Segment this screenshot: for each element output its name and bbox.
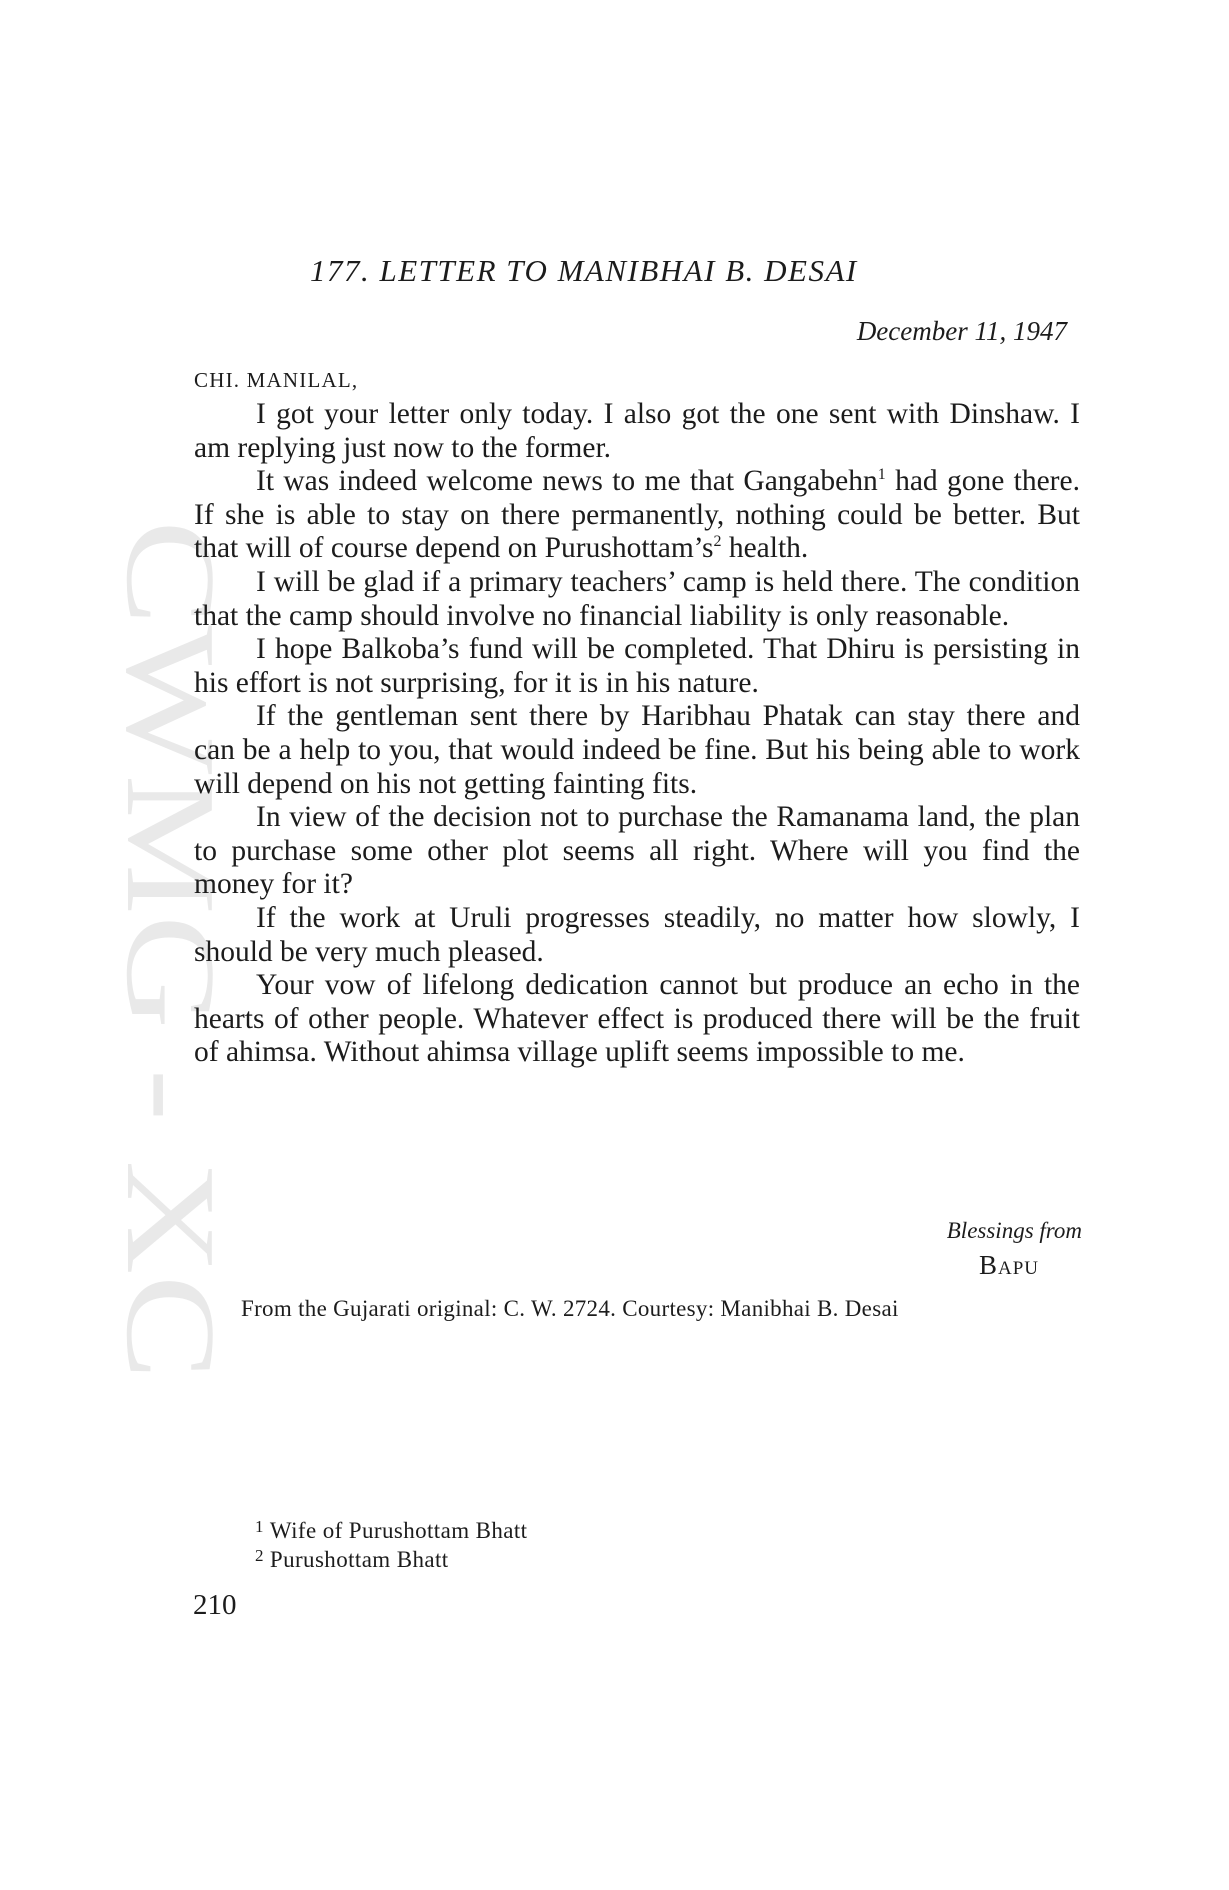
paragraph-text: had gone there. If she is able to stay on there permanently, nothing could be better. But that will of course depend on Purushottam’s	[194, 465, 1080, 565]
letter-heading: 177. LETTER TO MANIBHAI B. DESAI	[310, 253, 858, 288]
letter-paragraph	[194, 801, 1080, 902]
signature: Bapu	[978, 1250, 1039, 1280]
letter-paragraph	[194, 700, 1080, 801]
letter-date: December 11, 1947	[856, 316, 1067, 346]
footnote-text: Wife of Purushottam Bhatt	[269, 1518, 528, 1543]
footnotes	[255, 1517, 527, 1575]
paragraph-text: I will be glad if a primary teachers’ camp is held there. The condition that the camp should involve no financial liability is only reasonable.	[194, 565, 1080, 632]
paragraph-text: If the gentleman sent there by Haribhau Phatak can stay there and can be a help to you, that would indeed be fine. But his being able to work will depend on his not getting fainting fits.	[194, 700, 1080, 800]
letter-paragraph	[194, 398, 1080, 465]
letter-paragraph	[194, 465, 1080, 566]
letter-body	[194, 398, 1080, 1070]
paragraph-text: In view of the decision not to purchase the Ramanama land, the plan to purchase some other plot seems all right. Where will you find the money for it?	[194, 801, 1080, 901]
paragraph-text: I got your letter only today. I also got the one sent with Dinshaw. I am replying just now to the former.	[194, 398, 1080, 464]
footnote-text: Purushottam Bhatt	[269, 1547, 449, 1572]
letter-paragraph	[194, 633, 1080, 700]
footnote-marker: 1	[877, 466, 886, 484]
watermark-text: CWMG XC	[118, 520, 228, 1217]
paragraph-text: If the work at Uruli progresses steadily, no matter how slowly, I should be very much pleased.	[194, 901, 1080, 968]
footnote-marker: 2	[713, 533, 722, 551]
footnote-item	[255, 1546, 527, 1575]
letter-paragraph	[194, 566, 1080, 633]
letter-paragraph	[194, 902, 1080, 969]
paragraph-text: I hope Balkoba’s fund will be completed. That Dhiru is persisting in his effort is not surprising, for it is in his nature.	[194, 633, 1080, 699]
paragraph-text: It was indeed welcome news to me that Gangabehn	[256, 465, 878, 498]
paragraph-text: Your vow of lifelong dedication cannot but produce an echo in the hearts of other people. Whatever effect is produced there will be the fruit of ahimsa. Without ahimsa village uplift seems impossible to me.	[194, 969, 1080, 1069]
salutation: CHI. MANILAL,	[194, 368, 359, 392]
footnote-item	[255, 1517, 527, 1546]
footnote-number: 1	[255, 1517, 264, 1536]
page-number: 210	[193, 1589, 237, 1621]
footnote-number: 2	[255, 1546, 264, 1565]
paragraph-text: health.	[721, 532, 809, 565]
closing: Blessings from	[946, 1218, 1082, 1243]
letter-paragraph	[194, 969, 1080, 1070]
source-note: From the Gujarati original: C. W. 2724. Courtesy: Manibhai B. Desai	[241, 1296, 899, 1321]
